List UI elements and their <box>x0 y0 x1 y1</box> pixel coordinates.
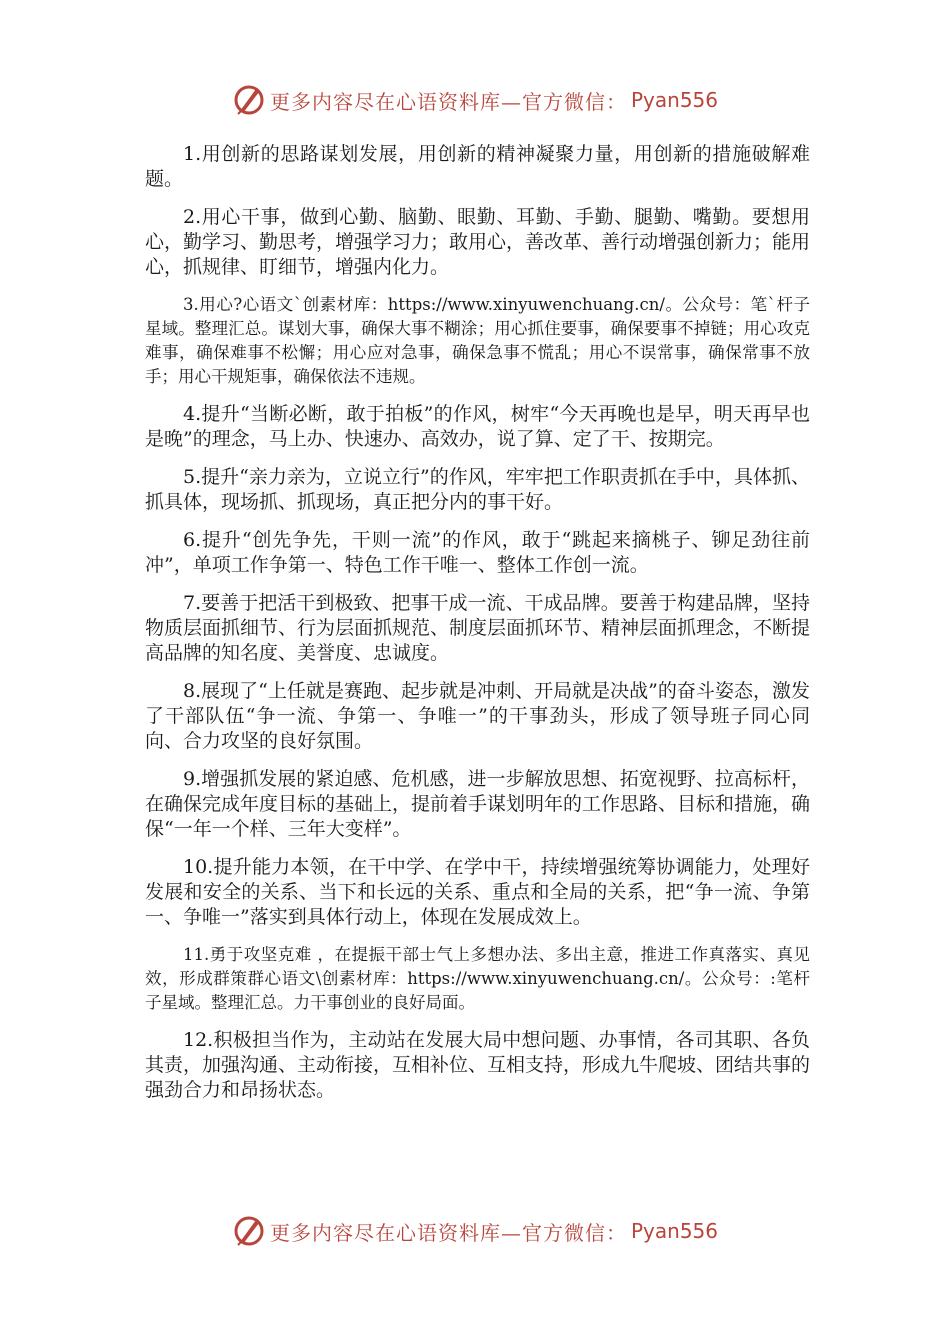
paragraph-1: 1.用创新的思路谋划发展，用创新的精神凝聚力量，用创新的措施破解难题。 <box>145 143 810 190</box>
footer-wechat-id: Pyan556 <box>630 1219 718 1243</box>
paragraph-11: 11.勇于攻坚克难 ，在提振干部士气上多想办法、多出主意，推进工作真落实、真见效，形成群策群心语文\创素材库：https://www.xinyuwenchuang.cn/。公众号：:笔杆子星域。整理汇总。力干事创业的良好局面。 <box>145 945 810 1012</box>
header-banner <box>0 80 950 120</box>
header-wechat-id: Pyan556 <box>630 88 718 112</box>
paragraph-8: 8.展现了“上任就是赛跑、起步就是冲刺、开局就是决战”的奋斗姿态，激发了干部队伍“争一流、争第一、争唯一”的干事劲头，形成了领导班子同心同向、合力攻坚的良好氛围。 <box>145 680 810 752</box>
header-brand-text: 更多内容尽在心语资料库—官方微信： <box>269 89 627 114</box>
paragraph-12: 12.积极担当作为，主动站在发展大局中想问题、办事情，各司其职、各负其责，加强沟通、主动衔接，互相补位、互相支持，形成九牛爬坡、团结共事的强劲合力和昂扬状态。 <box>145 1029 811 1101</box>
document-body <box>145 142 810 1116</box>
paragraph-10: 10.提升能力本领，在干中学、在学中干，持续增强统筹协调能力，处理好发展和安全的关系、当下和长远的关系、重点和全局的关系，把“争一流、争第一、争唯一”落实到具体行动上，体现在发展成效上。 <box>145 856 810 928</box>
paragraph-4: 4.提升“当断必断，敢于拍板”的作风，树牢“今天再晚也是早，明天再早也是晚”的理念，马上办、快速办、高效办，说了算、定了干、按期完。 <box>145 403 810 450</box>
quill-logo-icon <box>232 83 266 117</box>
paragraph-3: 3.用心?心语文`创素材库：https://www.xinyuwenchuang.cn/。公众号：笔`杆子星域。整理汇总。谋划大事，确保大事不糊涂；用心抓住要事，确保要事不掉链；用心攻克难事，确保难事不松懈；用心应对急事，确保急事不慌乱；用心不误常事，确保常事不放手；用心干规矩事，确保依法不违规。 <box>145 295 810 386</box>
paragraph-9: 9.增强抓发展的紧迫感、危机感，进一步解放思想、拓宽视野、拉高标杆，在确保完成年度目标的基础上，提前着手谋划明年的工作思路、目标和措施，确保“一年一个样、三年大变样”。 <box>145 768 811 840</box>
quill-logo-icon <box>232 1214 266 1248</box>
paragraph-7: 7.要善于把活干到极致、把事干成一流、干成品牌。要善于构建品牌，坚持物质层面抓细节、行为层面抓规范、制度层面抓环节、精神层面抓理念，不断提高品牌的知名度、美誉度、忠诚度。 <box>145 592 811 664</box>
paragraph-2: 2.用心干事，做到心勤、脑勤、眼勤、耳勤、手勤、腿勤、嘴勤。要想用心，勤学习、勤思考，增强学习力；敢用心，善改革、善行动增强创新力；能用心，抓规律、盯细节，增强内化力。 <box>145 206 811 278</box>
footer-brand-text: 更多内容尽在心语资料库—官方微信： <box>269 1220 627 1245</box>
paragraph-6: 6.提升“创先争先，干则一流”的作风，敢于“跳起来摘桃子、铆足劲往前冲”，单项工作争第一、特色工作干唯一、整体工作创一流。 <box>145 529 810 576</box>
footer-banner <box>0 1211 950 1251</box>
paragraph-5: 5.提升“亲力亲为，立说立行”的作风，牢牢把工作职责抓在手中，具体抓、抓具体，现场抓、抓现场，真正把分内的事干好。 <box>145 466 810 513</box>
